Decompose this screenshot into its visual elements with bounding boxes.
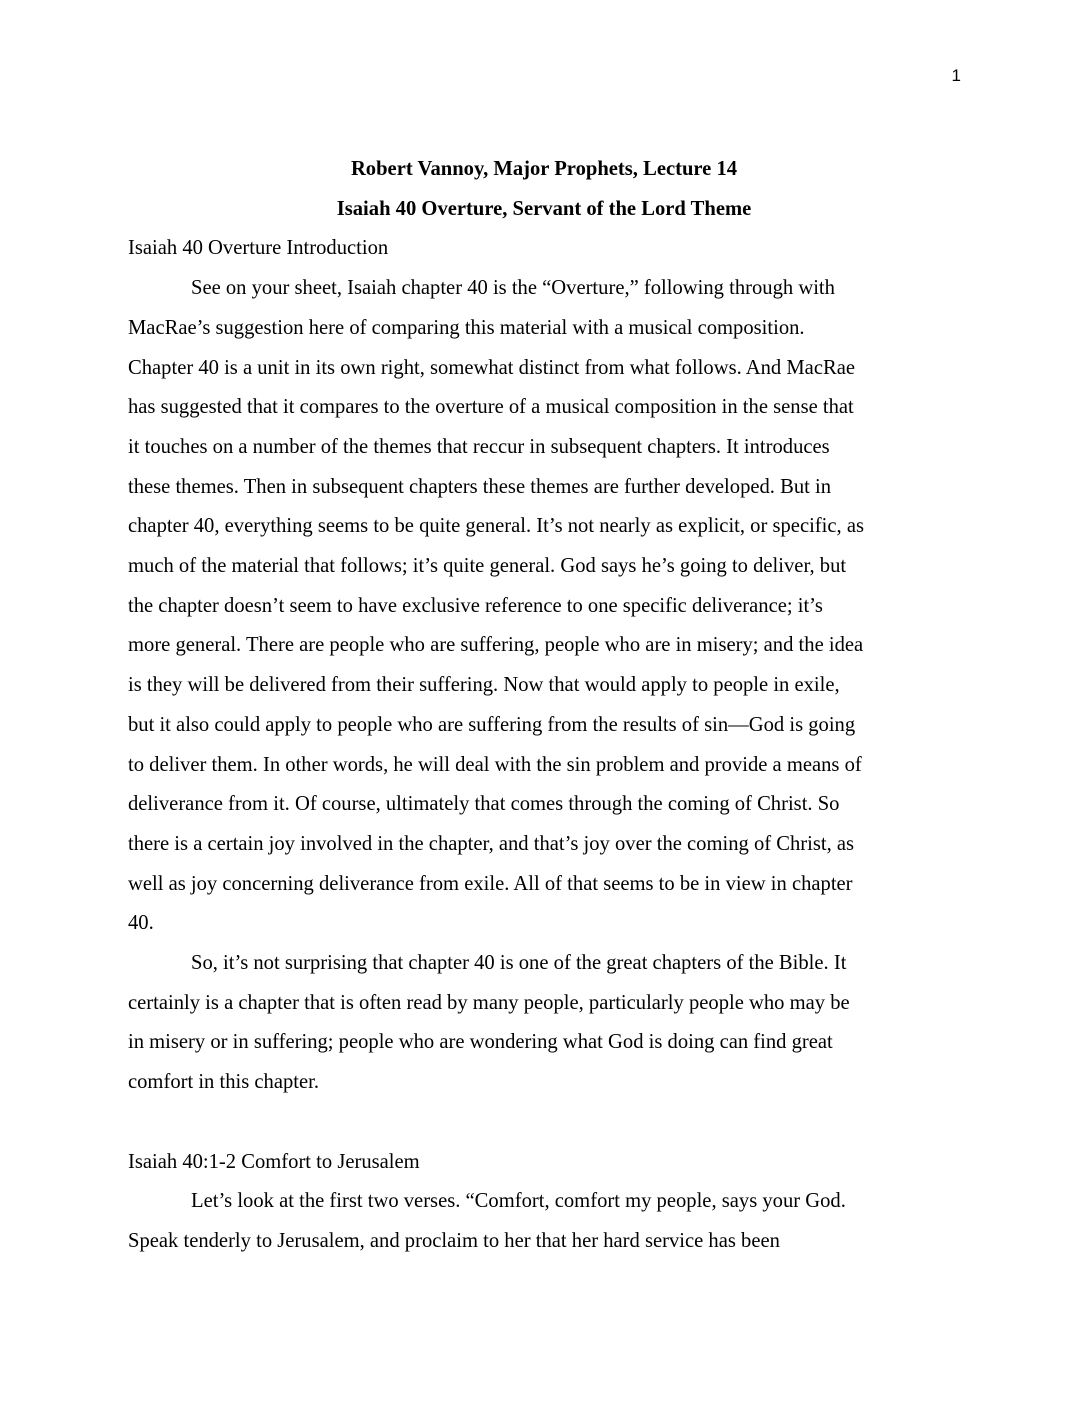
text-line: is they will be delivered from their suffering. Now that would apply to people in exile, [128, 674, 840, 697]
document-title: Robert Vannoy, Major Prophets, Lecture 14 [350, 158, 738, 180]
text-line: to deliver them. In other words, he will deal with the sin problem and provide a means of [128, 753, 862, 776]
text-line: more general. There are people who are suffering, people who are in misery; and the idea [128, 634, 864, 657]
section-heading: Isaiah 40:1-2 Comfort to Jerusalem [128, 1150, 420, 1173]
paragraph [128, 269, 960, 944]
text-line: Speak tenderly to Jerusalem, and proclaim to her that her hard service has been [128, 1229, 780, 1252]
section-heading: Isaiah 40 Overture Introduction [128, 237, 389, 260]
section-comfort-to-jerusalem [128, 1143, 960, 1262]
text-line: comfort in this chapter. [128, 1071, 320, 1094]
text-line: deliverance from it. Of course, ultimately that comes through the coming of Christ. So [128, 793, 840, 816]
section-spacer [128, 1103, 960, 1143]
paragraph [128, 1182, 960, 1261]
paragraph [128, 944, 960, 1103]
section-overture-introduction [128, 229, 960, 1102]
text-line: certainly is a chapter that is often read by many people, particularly people who may be [128, 991, 850, 1014]
text-line: chapter 40, everything seems to be quite general. It’s not nearly as explicit, or specific, as [128, 515, 864, 538]
text-line: but it also could apply to people who are suffering from the results of sin—God is going [128, 713, 856, 736]
document-subtitle: Isaiah 40 Overture, Servant of the Lord Theme [336, 197, 752, 220]
text-line: the chapter doesn’t seem to have exclusive reference to one specific deliverance; it’s [128, 594, 823, 617]
text-line: MacRae’s suggestion here of comparing this material with a musical composition. [128, 316, 805, 339]
text-line: See on your sheet, Isaiah chapter 40 is the “Overture,” following through with [191, 277, 835, 300]
text-line: well as joy concerning deliverance from exile. All of that seems to be in view in chapter [128, 872, 853, 895]
text-line: much of the material that follows; it’s quite general. God says he’s going to deliver, but [128, 555, 847, 578]
page-number: 1 [951, 66, 961, 85]
text-line: these themes. Then in subsequent chapters these themes are further developed. But in [128, 475, 832, 498]
text-line: there is a certain joy involved in the chapter, and that’s joy over the coming of Christ, as [128, 832, 855, 855]
document-body [128, 150, 960, 1262]
text-line: Chapter 40 is a unit in its own right, somewhat distinct from what follows. And MacRae [128, 356, 855, 379]
text-line: has suggested that it compares to the overture of a musical composition in the sense that [128, 396, 854, 419]
text-line: in misery or in suffering; people who are wondering what God is doing can find great [128, 1031, 833, 1054]
text-line: it touches on a number of the themes that reccur in subsequent chapters. It introduces [128, 435, 830, 458]
text-line: 40. [128, 912, 154, 935]
text-line: Let’s look at the first two verses. “Comfort, comfort my people, says your God. [191, 1190, 846, 1213]
text-line: So, it’s not surprising that chapter 40 is one of the great chapters of the Bible. It [191, 952, 847, 975]
